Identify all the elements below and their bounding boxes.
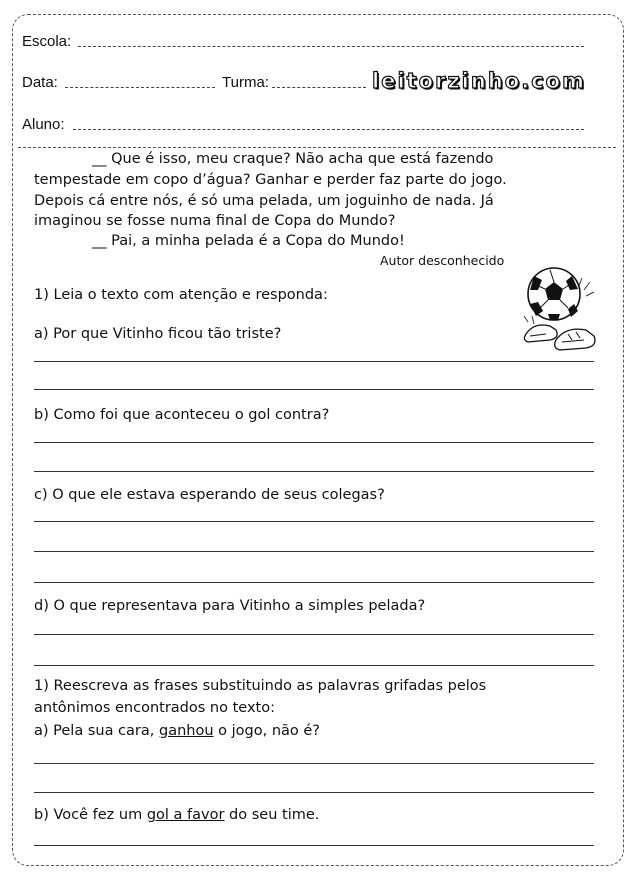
answer-line[interactable] [34, 361, 594, 362]
answer-line[interactable] [34, 634, 594, 635]
author-credit: Autor desconhecido [380, 253, 505, 268]
section2-title-line-2: antônimos encontrados no texto: [34, 700, 275, 716]
question-d: d) O que representava para Vitinho a simples pelada? [34, 598, 426, 614]
passage-line-5: __ Pai, a minha pelada é a Copa do Mundo! [92, 233, 405, 249]
rewrite-item-a [34, 723, 320, 739]
class-label: Turma: [222, 74, 269, 91]
date-field[interactable] [65, 87, 215, 88]
answer-line[interactable] [34, 442, 594, 443]
header-separator [18, 147, 616, 148]
question-a: a) Por que Vitinho ficou tão triste? [34, 326, 282, 342]
section1-title: 1) Leia o texto com atenção e responda: [34, 287, 328, 303]
rewrite-item-b [34, 807, 319, 823]
rewrite-item-b-suffix: do seu time. [224, 807, 320, 823]
answer-line[interactable] [34, 845, 594, 846]
answer-line[interactable] [34, 389, 594, 390]
passage-line-3: Depois cá entre nós, é só uma pelada, um joguinho de nada. Já [34, 193, 494, 209]
school-field[interactable] [78, 46, 584, 47]
answer-line[interactable] [34, 763, 594, 764]
answer-line[interactable] [34, 521, 594, 522]
rewrite-item-b-underlined: gol a favor [146, 807, 225, 823]
student-field[interactable] [73, 129, 584, 130]
rewrite-item-a-underlined: ganhou [159, 723, 214, 739]
passage-line-1: __ Que é isso, meu craque? Não acha que está fazendo [92, 151, 494, 167]
passage-line-2: tempestade em copo d’água? Ganhar e perder faz parte do jogo. [34, 172, 507, 188]
soccer-ball-icon [516, 264, 600, 358]
answer-line[interactable] [34, 551, 594, 552]
question-c: c) O que ele estava esperando de seus colegas? [34, 487, 385, 503]
answer-line[interactable] [34, 792, 594, 793]
rewrite-item-b-prefix: b) Você fez um [34, 807, 147, 823]
rewrite-item-a-suffix: o jogo, não é? [213, 723, 320, 739]
passage-line-4: imaginou se fosse numa final de Copa do Mundo? [34, 213, 396, 229]
answer-line[interactable] [34, 471, 594, 472]
rewrite-item-a-prefix: a) Pela sua cara, [34, 723, 159, 739]
answer-line[interactable] [34, 665, 594, 666]
student-label: Aluno: [22, 116, 65, 133]
date-label: Data: [22, 74, 58, 91]
school-label: Escola: [22, 33, 72, 50]
answer-line[interactable] [34, 582, 594, 583]
site-logo: leitorzinho.com [372, 69, 586, 93]
class-field[interactable] [272, 87, 366, 88]
question-b: b) Como foi que aconteceu o gol contra? [34, 407, 330, 423]
section2-title-line-1: 1) Reescreva as frases substituindo as palavras grifadas pelos [34, 678, 487, 694]
